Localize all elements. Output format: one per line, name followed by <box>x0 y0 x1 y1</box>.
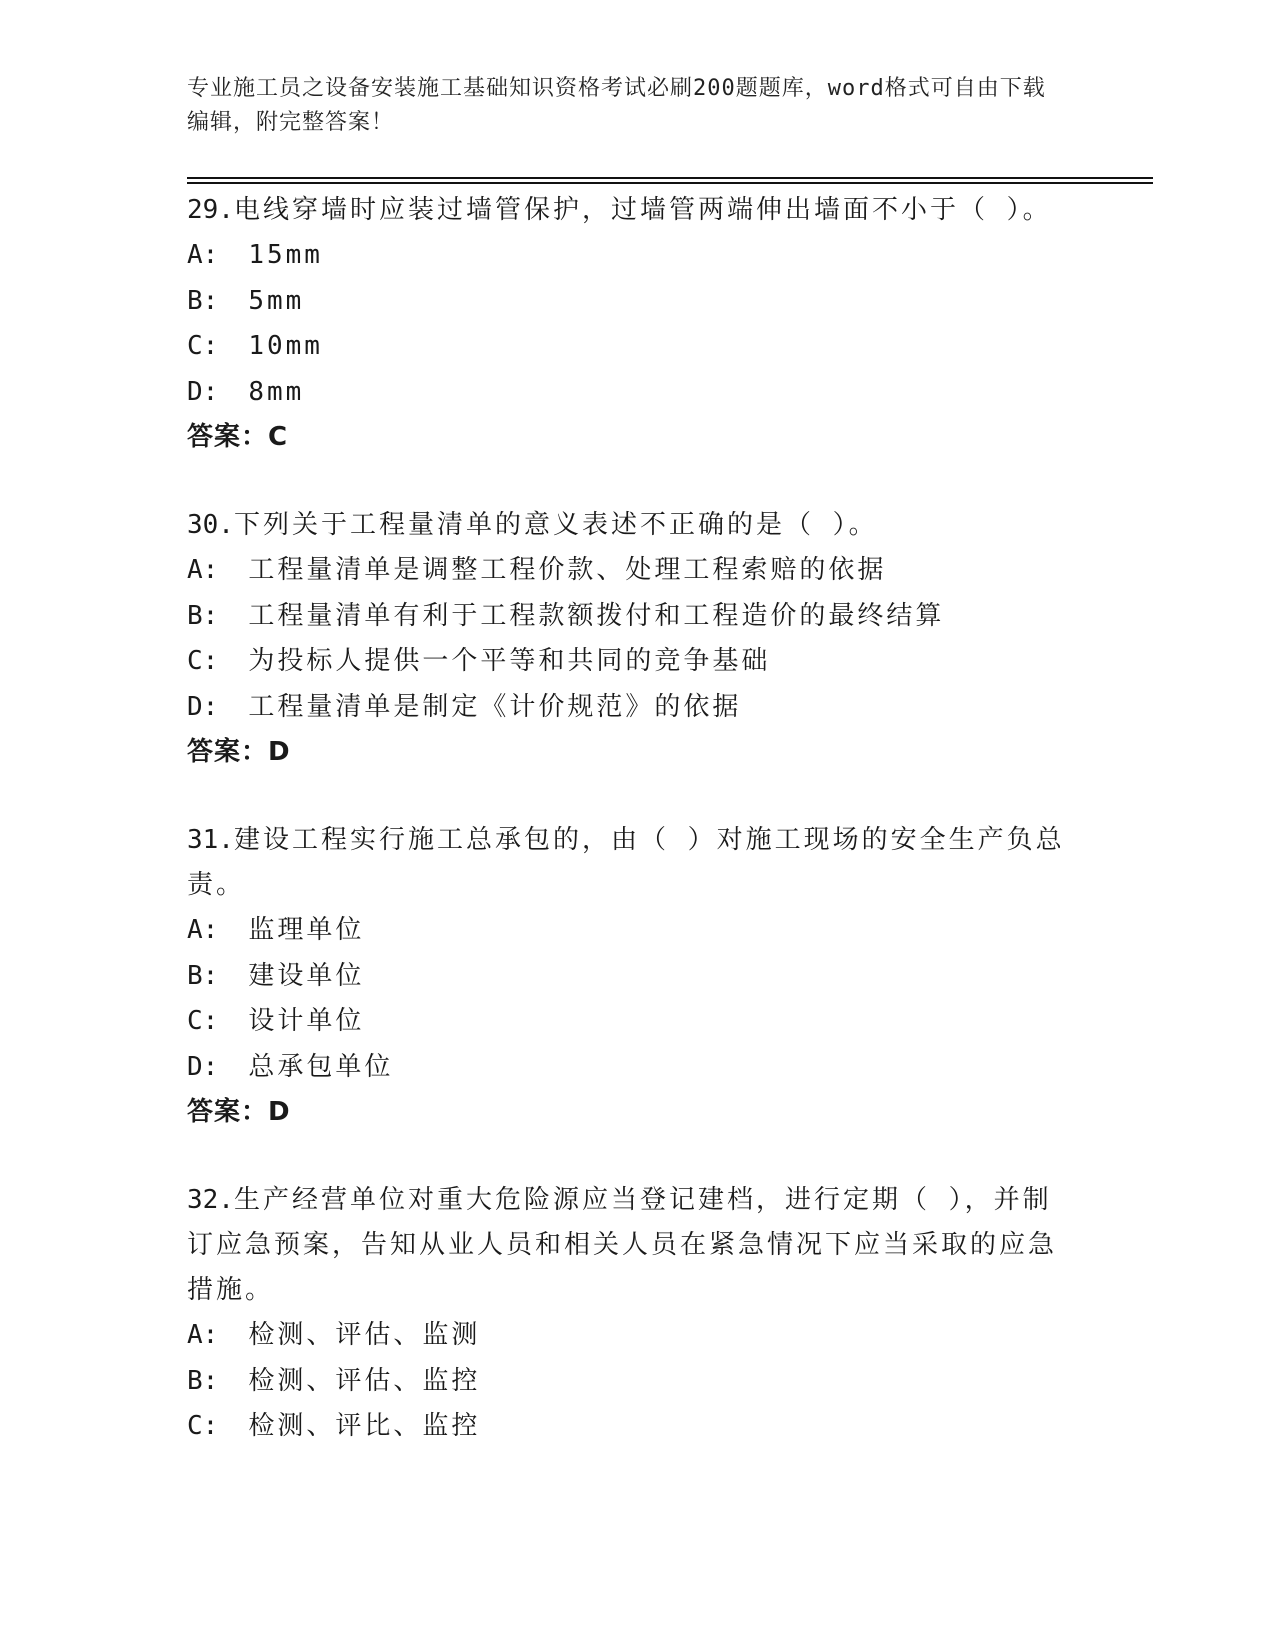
answer-value: D <box>268 1097 291 1127</box>
question-text: 生产经营单位对重大危险源应当登记建档，进行定期（ ），并制订应急预案，告知从业人员和相关人员在紧急情况下应当采取的应急措施。 <box>187 1185 1058 1305</box>
header-rule-top <box>187 177 1153 179</box>
question-text: 建设工程实行施工总承包的，由（ ）对施工现场的安全生产负总责。 <box>187 825 1065 900</box>
option-key: C: <box>187 331 219 361</box>
option-key: D: <box>187 691 219 722</box>
option-text: 检测、评比、监控 <box>248 1411 481 1441</box>
option-text: 检测、评估、监控 <box>248 1365 481 1396</box>
document-header: 专业施工员之设备安装施工基础知识资格考试必刷200题题库，word格式可自由下载编辑，附完整答案！ <box>187 76 1046 135</box>
option-key: B: <box>187 600 219 631</box>
option-text: 8mm <box>248 376 305 407</box>
question-number: 30. <box>187 510 234 540</box>
answer-line <box>187 730 1067 775</box>
question-stem <box>187 503 1067 548</box>
option-d <box>187 685 1067 731</box>
option-text: 工程量清单是制定《计价规范》的依据 <box>248 691 742 722</box>
option-a <box>187 548 1067 594</box>
option-text: 总承包单位 <box>248 1051 394 1082</box>
option-key: C: <box>187 1411 219 1441</box>
question-32 <box>187 1178 1067 1450</box>
option-key: A: <box>187 915 219 945</box>
question-number: 32. <box>187 1185 234 1215</box>
option-d <box>187 370 1067 416</box>
answer-line <box>187 1090 1067 1135</box>
option-text: 工程量清单是调整工程价款、处理工程索赔的依据 <box>248 555 887 585</box>
option-key: B: <box>187 1365 219 1396</box>
option-b <box>187 954 1067 1000</box>
answer-value: C <box>268 422 289 452</box>
option-a <box>187 233 1067 279</box>
option-text: 10mm <box>248 331 323 361</box>
option-key: D: <box>187 376 219 407</box>
question-text: 电线穿墙时应装过墙管保护，过墙管两端伸出墙面不小于（ ）。 <box>233 195 1052 225</box>
option-text: 监理单位 <box>248 915 365 945</box>
question-31 <box>187 818 1067 1135</box>
question-29 <box>187 188 1067 460</box>
question-number: 29. <box>187 195 234 225</box>
option-text: 15mm <box>248 240 323 270</box>
option-a <box>187 908 1067 954</box>
answer-line <box>187 415 1067 460</box>
answer-label: 答案： <box>187 422 269 452</box>
option-c <box>187 1404 1067 1450</box>
option-text: 为投标人提供一个平等和共同的竞争基础 <box>248 646 771 676</box>
answer-label: 答案： <box>187 1097 269 1127</box>
option-key: D: <box>187 1051 219 1082</box>
option-a <box>187 1313 1067 1359</box>
answer-label: 答案： <box>187 737 269 767</box>
option-b <box>187 594 1067 640</box>
option-text: 建设单位 <box>248 960 365 991</box>
option-key: A: <box>187 555 219 585</box>
option-b <box>187 1359 1067 1405</box>
option-text: 检测、评估、监测 <box>248 1320 481 1350</box>
option-key: A: <box>187 240 219 270</box>
answer-value: D <box>268 737 291 767</box>
option-key: C: <box>187 646 219 676</box>
option-b <box>187 279 1067 325</box>
option-c <box>187 324 1067 370</box>
question-number: 31. <box>187 825 234 855</box>
option-d <box>187 1045 1067 1091</box>
question-list <box>187 188 1067 1450</box>
option-key: C: <box>187 1006 219 1036</box>
question-stem <box>187 1178 1067 1313</box>
option-c <box>187 639 1067 685</box>
option-key: B: <box>187 960 219 991</box>
question-stem <box>187 818 1067 908</box>
option-key: B: <box>187 285 219 316</box>
option-key: A: <box>187 1320 219 1350</box>
question-text: 下列关于工程量清单的意义表述不正确的是（ ）。 <box>233 510 878 540</box>
question-30 <box>187 503 1067 775</box>
option-text: 5mm <box>248 285 305 316</box>
header-rule-bottom <box>187 182 1153 184</box>
option-text: 设计单位 <box>248 1006 365 1036</box>
option-text: 工程量清单有利于工程款额拨付和工程造价的最终结算 <box>248 600 945 631</box>
question-stem <box>187 188 1067 233</box>
option-c <box>187 999 1067 1045</box>
